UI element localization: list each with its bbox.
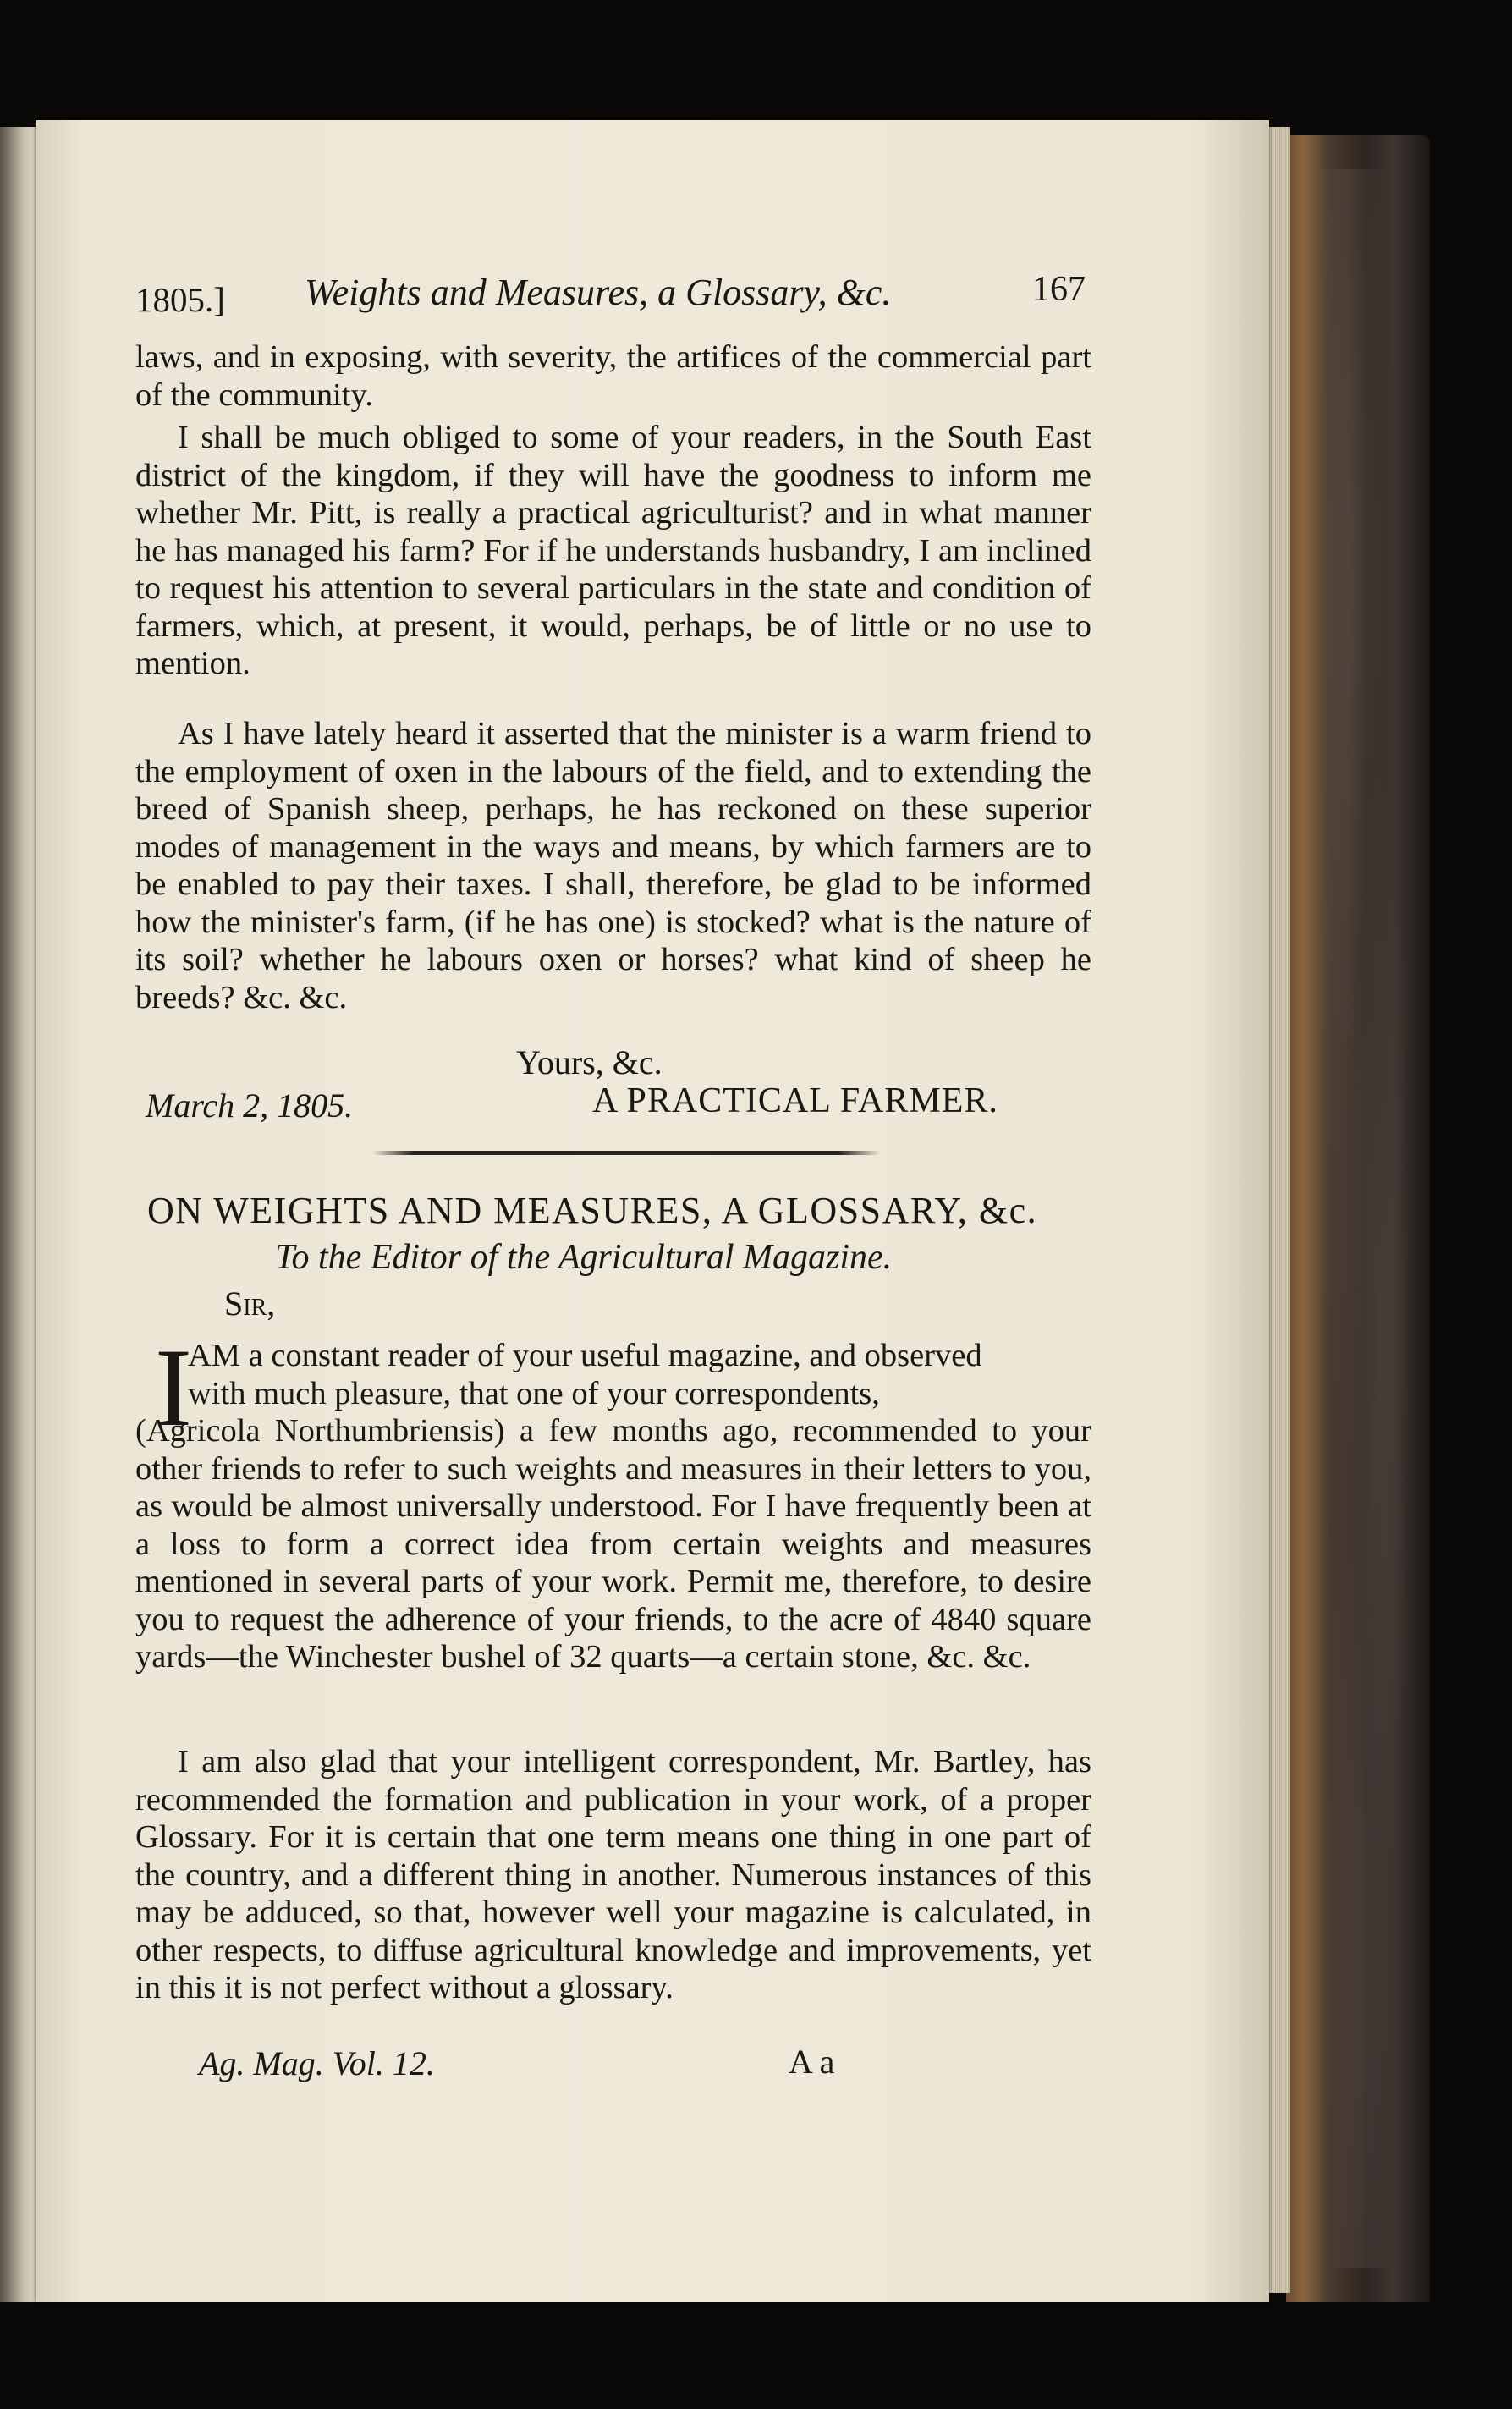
article-subtitle: To the Editor of the Agricultural Magazine. <box>275 1238 893 1277</box>
paragraph-text: I am also glad that your intelligent correspondent, Mr. Bartley, has recommended the formation and publication in your work, of a proper Glossary. For it is certain that one term means one thing in one part of the country, and a different thing in another. Numerous instances of this may be adduced, so that, however well your magazine is calculated, in other respects, to diffuse agricultural knowledge and improvements, yet in this it is not perfect without a glossary. <box>135 1744 1091 2005</box>
section-divider <box>372 1151 880 1155</box>
paragraph-text: I shall be much obliged to some of your readers, in the South East district of the kingdom, if they will have the goodness to inform me whether Mr. Pitt, is really a practical agriculturist? and in what manner he has managed his farm? For if he understands husbandry, I am inclined to request his attention to several particulars in the state and condition of farmers, which, at present, it would, perhaps, be of little or no use to mention. <box>135 420 1091 681</box>
paragraph-line: AM a constant reader of your useful magazine, and observed <box>188 1338 982 1373</box>
letter-signature: A PRACTICAL FARMER. <box>592 1081 998 1120</box>
running-head-title: Weights and Measures, a Glossary, &c. <box>305 272 892 313</box>
paragraph-glossary <box>135 1743 1091 2007</box>
footer-signature: Ag. Mag. Vol. 12. <box>199 2044 435 2082</box>
paragraph-constant-reader <box>135 1325 1091 1676</box>
marbled-cover-texture <box>1320 169 1421 2268</box>
closing-yours: Yours, &c. <box>516 1043 663 1081</box>
paragraph-minister <box>135 715 1091 1016</box>
salutation: Sir, <box>224 1284 276 1323</box>
article-title: ON WEIGHTS AND MEASURES, A GLOSSARY, &c. <box>147 1190 1038 1231</box>
paragraph-pitt <box>135 419 1091 683</box>
drop-cap: I <box>155 1325 192 1449</box>
paragraph-text: (Agricola Northumbriensis) a few months ago, recommended to your other friends to refer to such weights and measures in their letters to you, as would be almost universally understood. For I have frequently been at a loss to form a correct idea from certain weights and measures mentioned in several parts of your work. Permit me, therefore, to desire you to request the adherence of your friends, to the acre of 4840 square yards—the Winchester bushel of 32 quarts—a certain stone, &c. &c. <box>135 1413 1091 1675</box>
paragraph-continuation <box>135 338 1091 414</box>
paragraph-text: laws, and in exposing, with severity, the artifices of the commercial part of the community. <box>135 339 1091 413</box>
header-year: 1805.] <box>135 280 225 319</box>
paragraph-text: As I have lately heard it asserted that the minister is a warm friend to the employment of oxen in the labours of the field, and to extending the breed of Spanish sheep, perhaps, he has reckoned on these superior modes of management in the ways and means, by which farmers are to be enabled to pay their taxes. I shall, therefore, be glad to be informed how the minister's farm, (if he has one) is stocked? what is the nature of its soil? whether he labours oxen or horses? what kind of sheep he breeds? &c. &c. <box>135 716 1091 1015</box>
letter-date: March 2, 1805. <box>146 1086 354 1125</box>
paragraph-line: with much pleasure, that one of your correspondents, <box>188 1375 880 1411</box>
page-number: 167 <box>1032 270 1086 309</box>
signature-mark: A a <box>789 2043 835 2081</box>
